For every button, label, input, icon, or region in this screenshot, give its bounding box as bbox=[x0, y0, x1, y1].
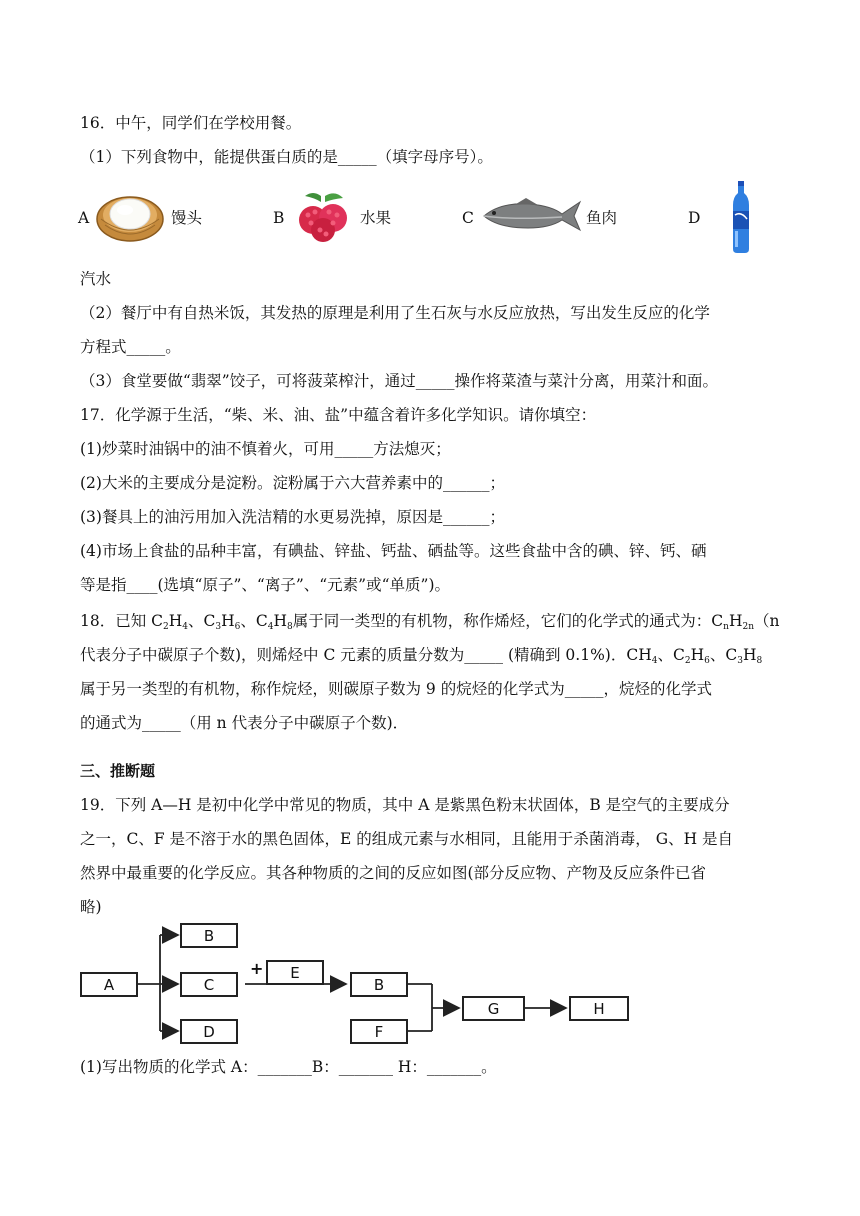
node-h: H bbox=[569, 996, 629, 1021]
q18-line2: 代表分子中碳原子个数)，则烯烃中 C 元素的质量分数为_____ (精确到 0.1%)．$CH_4$、$C_2H_6$、$C_3H_8$ bbox=[80, 646, 763, 666]
option-b-label: 水果 bbox=[360, 209, 392, 227]
option-d-label: 汽水 bbox=[80, 270, 112, 288]
node-c: C bbox=[180, 972, 238, 997]
section-title-inference: 三、推断题 bbox=[80, 762, 156, 780]
q19-line2: 之一，C、F 是不溶于水的黑色固体，E 的组成元素与水相同，且能用于杀菌消毒， G、H 是自 bbox=[80, 830, 734, 848]
q19-line3: 然界中最重要的化学反应。其各种物质的之间的反应如图(部分反应物、产物及反应条件已省 bbox=[80, 864, 707, 882]
option-a-label: 馒头 bbox=[171, 209, 203, 227]
node-b-top: B bbox=[180, 923, 238, 948]
q17-part2: (2)大米的主要成分是淀粉。淀粉属于六大营养素中的______； bbox=[80, 474, 505, 492]
q18-line3: 属于另一类型的有机物，称作烷烃，则碳原子数为 9 的烷烃的化学式为_____，烷烃的化学式 bbox=[80, 680, 712, 698]
q16-part2-line1: （2）餐厅中有自热米饭，其发热的原理是利用了生石灰与水反应放热，写出发生反应的化学 bbox=[80, 304, 710, 322]
q16-part3: （3）食堂要做“翡翠”饺子，可将菠菜榨汁，通过_____操作将菜渣与菜汁分离，用菜汁和面。 bbox=[80, 372, 718, 390]
q17-part4-line2: 等是指____(选填“原子”、“离子”、“元素”或“单质”)。 bbox=[80, 576, 450, 594]
node-d: D bbox=[180, 1019, 238, 1044]
q19-line1: 19．下列 A—H 是初中化学中常见的物质，其中 A 是紫黑色粉末状固体，B 是空气的主要成分 bbox=[80, 796, 730, 814]
node-a: A bbox=[80, 972, 138, 997]
node-g: G bbox=[462, 996, 525, 1021]
option-d-letter: D bbox=[688, 209, 701, 227]
q16-part1: （1）下列食物中，能提供蛋白质的是_____（填字母序号）。 bbox=[80, 148, 493, 166]
q19-part1: (1)写出物质的化学式 A：_______B：_______ H：_______。 bbox=[80, 1058, 497, 1076]
q16-stem: 16．中午，同学们在学校用餐。 bbox=[80, 114, 302, 132]
q17-stem: 17．化学源于生活，“柴、米、油、盐”中蕴含着许多化学知识。请你填空： bbox=[80, 406, 597, 424]
node-e: E bbox=[266, 960, 324, 985]
option-a-letter: A bbox=[78, 209, 90, 227]
q19-line4: 略) bbox=[80, 898, 102, 916]
node-b-mid: B bbox=[350, 972, 408, 997]
node-f: F bbox=[350, 1019, 408, 1044]
q16-part2-line2: 方程式_____。 bbox=[80, 338, 181, 356]
q18-line4: 的通式为_____（用 n 代表分子中碳原子个数)． bbox=[80, 714, 409, 732]
option-b-letter: B bbox=[273, 209, 285, 227]
plus-sign: + bbox=[250, 959, 264, 978]
q17-part3: (3)餐具上的油污用加入洗洁精的水更易洗掉，原因是______； bbox=[80, 508, 505, 526]
q18-line1: 18．已知 $C_2H_4$、$C_3H_6$、$C_4H_8$属于同一类型的有机物，称作烯烃，它们的化学式的通式为：$C_nH_{2n}(n$ bbox=[80, 612, 780, 632]
option-c-letter: C bbox=[462, 209, 474, 227]
q17-part4-line1: (4)市场上食盐的品种丰富，有碘盐、锌盐、钙盐、硒盐等。这些食盐中含的碘、锌、钙、硒 bbox=[80, 542, 707, 560]
q17-part1: (1)炒菜时油锅中的油不慎着火，可用_____方法熄灭； bbox=[80, 440, 451, 458]
option-c-label: 鱼肉 bbox=[586, 209, 618, 227]
